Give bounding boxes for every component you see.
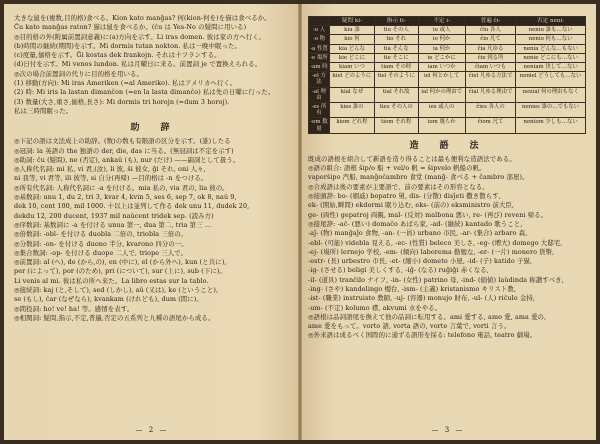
text-line: Li venis al mi. 彼は私の所へ来た。La libro estas sur la tablo. <box>14 276 209 285</box>
table-cell: ĉiam いつも <box>465 63 515 72</box>
text-line: -ig- (させる) beligi 美しくする, -iĝ- (なる) ruĝiĝi 赤くなる, <box>308 266 489 275</box>
table-cell: tia そんな <box>374 44 418 53</box>
text-line: ame 愛をもって。vorto 語, vorta 語の, vorte 言葉で, vorti 言う。 <box>308 322 511 331</box>
page-number-right: — 3 — <box>431 426 465 434</box>
table-cell: neniom 少しも…ない <box>516 118 586 133</box>
table-cell: ĉies 各人の <box>465 103 515 118</box>
table-cell: ie どこかに <box>418 53 465 62</box>
text-line: ek- (開始,瞬間) ekdormi 眠り込む, eks- (前の) eksministro 前大臣, <box>308 201 515 210</box>
table-cell: tial それ故 <box>374 87 418 102</box>
text-line: ◎接続詞: kaj (と,そして), sed (しかし), aŭ (又は), ke (ということ), <box>14 286 219 295</box>
table-row <box>309 72 586 87</box>
table-cell: kies 誰の <box>330 103 375 118</box>
text-line: 大きな鼠を(複数,目的格)食べる。Kion kato manĝas? 何(kion-何を)を猫は食べるか。 <box>14 14 271 22</box>
text-line: per (によって), por (のため), pri (について), sur (上に), sub (下に)。 <box>14 267 226 276</box>
table-cell: ĉial 凡ゆる理由で <box>465 87 515 102</box>
table-cell: ties その人の <box>374 103 418 118</box>
table-cell: ĉiu 各人 <box>465 26 515 35</box>
table-cell: kiel どのように <box>330 72 375 87</box>
table-cell: ies 或人の <box>418 103 465 118</box>
table-header-cell: 指示 ti- <box>374 17 418 26</box>
table-row <box>309 35 586 44</box>
table-cell: io 何か <box>418 35 465 44</box>
table-cell: kiam いつ <box>330 63 375 72</box>
table-cell: kie どこに <box>330 53 375 62</box>
table-cell: nenio 何も…ない <box>516 35 586 44</box>
table-row-header: -o 物 <box>309 35 330 44</box>
table-cell: nenie どこにも…ない <box>516 53 586 62</box>
text-line: ◎次の場合前置詞の代りに目的格を用いる。 <box>14 69 143 78</box>
text-line: ◎接頭辞: bo- (姻戚) bopatro 舅, dis- (分散) disĵeti 撒き散らす, <box>308 192 501 201</box>
table-row-header: -om 数量 <box>310 119 328 132</box>
text-line: Ĉu kato manĝas raton? 猫は鼠を食べるか。(ĉu は Yes-No の疑問に用いる) <box>14 23 247 32</box>
table-row-header: -e 場所 <box>310 54 328 61</box>
table-cell: kiu 誰 <box>330 26 375 35</box>
left-bottom-text <box>14 137 292 323</box>
table-cell: nenies 誰の…でもない <box>516 103 586 118</box>
table-row-header: -es 所有 <box>309 103 330 118</box>
table-row <box>309 87 586 102</box>
text-line: -ej- (場所) lernejo 学校, -em- (傾向) laborema 勤勉な, -er- (一片) monero 貨幣, <box>308 247 555 256</box>
table-cell: nenia どんな…もない <box>516 44 586 53</box>
table-row <box>309 53 586 62</box>
text-line: (c)度量,価格を示す。Ĝi kostas dek frankojn. それは十フランする。 <box>14 51 221 60</box>
table-cell: nenial 何の理由もなく <box>516 87 586 102</box>
correlatives-table <box>308 16 586 134</box>
table-row-header: -u 人 <box>309 26 330 35</box>
table-row <box>309 118 586 133</box>
text-line: ◎分数詞: -on- を付ける duono 半分, kvarono 四分の一。 <box>14 239 188 248</box>
table-cell: ia 何か <box>418 44 465 53</box>
text-line: ◎相関詞: 疑問,指示,不定,普遍,否定の五系列と九種の語尾から成る。 <box>14 313 215 322</box>
text-line: (3) 数量(大さ,重さ,価格,長さ): Mi dormis tri horojn (=dum 3 horoj). <box>14 97 230 106</box>
text-line: se (もし), ĉar (なぜなら), kvankam (けれども), dum (間に)。 <box>14 295 203 304</box>
text-line: (1) 移動(方向): Mi iras Ameriken (=al Ameriko). 私はアメリカへ行く。 <box>14 79 237 88</box>
table-row-header: -am 時 <box>310 64 328 71</box>
text-line: ◎人称代名詞: mi 私, vi 君,(汝), li 彼, ŝi 彼女, ĝi それ, oni 人々, <box>14 165 206 174</box>
text-line: (b)時間の継続(期間)を示す。Mi dormis tutan nokton. 私は一晩中眠った。 <box>14 41 241 50</box>
table-cell: tiam その時 <box>374 63 418 72</box>
table-cell: iom 幾らか <box>418 118 465 133</box>
table-header-cell: 疑問 ki- <box>330 17 375 26</box>
text-line: ◎基数詞: unu 1, du 2, tri 3, kvar 4, kvin 5, ses 6, sep 7, ok 8, naŭ 9, <box>14 193 237 202</box>
table-row-header: -el 方法 <box>309 72 330 87</box>
table-cell: iel 何とかして <box>418 72 465 87</box>
table-cell: kia どんな <box>330 44 375 53</box>
table-cell: ĉio 凡て <box>465 35 515 44</box>
text-line: ◎倍数詞: -obl- を付ける duobla 二倍の, triobla 三倍の。 <box>14 230 188 239</box>
table-row <box>309 26 586 35</box>
text-line: -ebl- (可能) videbla 見える, -ec- (性質) beleco 美しさ, -eg- (増大) domego 大邸宅, <box>308 238 563 247</box>
text-line: ◎序数詞: 基数詞に -a を付ける unua 第一, dua 第二, tria 第三 … <box>14 220 212 229</box>
table-header-cell: 否定 neni- <box>516 17 586 26</box>
text-line: dekdu 12, 200 ducent, 1937 mil naŭcent tridek sep. (読み方) <box>14 211 214 220</box>
table-row <box>309 63 586 72</box>
table-cell: ĉiom 凡て <box>465 118 515 133</box>
section-heading-particles: 助 辞 <box>130 123 176 134</box>
table-cell: iu 或人 <box>418 26 465 35</box>
page-number-left: — 2 — <box>135 426 169 434</box>
table-cell: tiom それ程 <box>374 118 418 133</box>
text-line: (d)日付を示す。Mi venos lundon. 私は月曜日に来る。前置詞 je で置換えられる。 <box>14 60 262 69</box>
left-page <box>4 4 300 440</box>
left-top-text <box>14 14 292 116</box>
text-line: ◎合成語は後の要素が主要語で、前の要素はその形容となる。 <box>308 182 489 191</box>
section-heading-word-formation: 造 語 法 <box>409 140 485 151</box>
text-line: vaporŝipo 汽船, manĝoĉambro 食堂 (manĝ- 食べる + ĉambro 部屋)。 <box>308 173 529 182</box>
table-header-cell: 普遍 ĉi- <box>465 17 515 26</box>
text-line: ge- (両性) gepatroj 両親, mal- (反対) malbona 悪い, re- (再び) reveni 帰る。 <box>308 210 548 219</box>
text-line: -ist- (職業) instruisto 教師, -uj- (容器) monujo 財布, -ul- (人) riĉulo 金持, <box>308 294 535 303</box>
table-cell: tio それ <box>374 35 418 44</box>
table-cell: kio 何 <box>330 35 375 44</box>
text-line: -aĵ- (物) manĝaĵo 食物, -an- (一員) urbano 市民, -ar- (集合) arbaro 森, <box>308 229 528 238</box>
text-line: 既成の語根を組合して新語を造り得ることは最も便利な造語法である。 <box>308 154 516 163</box>
table-row-header: -al 理由 <box>309 87 330 102</box>
text-line: ni 我等, vi 君等, ili 彼等, si 自分(再帰) —目的格は -n をつける。 <box>14 174 208 183</box>
text-line: -um- (不定) kolumo 襟, akvumi 水をやる。 <box>308 303 442 312</box>
table-cell: tie そこに <box>374 53 418 62</box>
table-cell: neniel どうしても…ない <box>516 72 586 87</box>
table-row-header: -a 性質 <box>310 45 328 52</box>
text-line: dek 10, cent 100, mil 1000. 十以上は並列して作る dek unu 11, dudek 20, <box>14 202 250 211</box>
table-cell: tiu その人 <box>374 26 418 35</box>
table-row <box>309 44 586 53</box>
text-line: ◎助詞: ĉu (疑問), ne (否定), ankaŭ (も), nur (だけ) ——副詞として扱う。 <box>14 155 240 164</box>
text-line: ◎集合数詞: -op- を付ける duope 二人で, triope 三人で。 <box>14 248 188 257</box>
right-page <box>300 4 596 440</box>
book-gutter <box>298 4 302 440</box>
table-row <box>309 103 586 118</box>
text-line: -il- (道具) tranĉilo ナイフ, -in- (女性) patrino 母, -ind- (価値) laŭdinda 称讃すべき, <box>308 275 564 284</box>
table-cell: neniu 誰も…ない <box>516 26 586 35</box>
text-line: ◎語の組合: 語根 ŝip/o 船 + vel/o 帆 = ŝipvelo 帆船の帆。 <box>308 164 486 173</box>
text-line: ◎外来語は成るべく国際的に通ずる語形を採る: telefono 電話, teatro 劇場。 <box>308 331 537 340</box>
table-cell: ial 何かの理由で <box>418 87 465 102</box>
text-line: (2) 時: Mi iris la lastan dimanĉon (=en la lasta dimanĉo) 私は先の日曜に行った。 <box>14 88 275 97</box>
text-line: ◎目的格の外(附属前置詞意義)に(a)方向を示す。Li iras domen. 彼は家の方へ行く。 <box>14 32 266 41</box>
text-line: -estr- (長) urbestro 市長, -et- (縮小) dometo 小屋, -id- (子) katido 子猫, <box>308 257 533 266</box>
text-line: ◎語根は品詞語尾を換えて他の品詞に転用する。ami 愛する, amo 愛, ama 愛の, <box>308 312 547 321</box>
table-header-cell <box>309 17 330 26</box>
table-cell: iam いつか <box>418 63 465 72</box>
text-line: 私は三時間眠った。 <box>14 106 73 115</box>
table-cell: kial なぜ <box>330 87 375 102</box>
text-line: ◎下記の語は文法成上の助辞。(数)の数も有限語の区分を示す。(誰)したる <box>14 137 231 146</box>
text-line: ◎接尾辞: -aĉ- (悪い) domaĉo あばら家, -ad- (継続) kantado 歌うこと, <box>308 219 523 228</box>
table-cell: ĉia 凡ゆる <box>465 44 515 53</box>
text-line: ◎間投詞: ho! ve! ha! 等。感情を表す。 <box>14 304 134 313</box>
text-line: ◎前置詞: al (へ), de (から,の), en (中に), el (から外へ), kun (と共に), <box>14 258 227 267</box>
text-line: ◎所有代名詞: 人称代名詞に -a を付ける。mia 私の, via 君の, lia 彼の。 <box>14 183 229 192</box>
table-cell: kiom どれ程 <box>330 118 375 133</box>
text-line: ◎冠詞: la 英語の the 独語の der, die, das に当る。(無冠詞は不定を示す) <box>14 146 234 155</box>
right-body-text <box>308 155 586 341</box>
table-body <box>309 26 586 134</box>
text-line: -ing- (さや) kandelingo 燭台, -ism- (主義) kristanismo キリスト教, <box>308 285 516 293</box>
table-cell: neniam 決して…ない <box>516 63 586 72</box>
table-header-row <box>309 17 586 26</box>
table-cell: tiel そのように <box>374 72 418 87</box>
table-header-cell: 不定 i- <box>418 17 465 26</box>
table-cell: ĉiel 凡ゆる方法で <box>465 72 515 87</box>
table-cell: ĉie 到る所 <box>465 53 515 62</box>
